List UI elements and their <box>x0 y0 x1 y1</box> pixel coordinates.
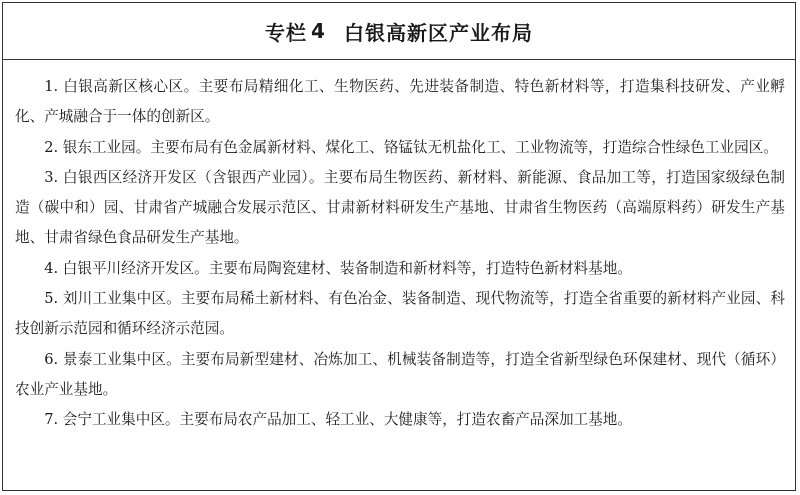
list-item: 7. 会宁工业集中区。主要布局农产品加工、轻工业、大健康等，打造农畜产品深加工基地。 <box>44 411 632 429</box>
list-item: 5. 刘川工业集中区。主要布局稀土新材料、有色冶金、装备制造、现代物流等，打造全省重要的新材料产业园、科技创新示范园和循环经济示范园。 <box>15 290 785 338</box>
info-box <box>2 2 796 491</box>
list-item: 6. 景泰工业集中区。主要布局新型建材、冶炼加工、机械装备制造等，打造全省新型绿色环保建材、现代（循环）农业产业基地。 <box>15 350 785 398</box>
list-item: 1. 白银高新区核心区。主要布局精细化工、生物医药、先进装备制造、特色新材料等，打造集科技研发、产业孵化、产城融合于一体的创新区。 <box>15 78 785 126</box>
list-item: 3. 白银西区经济开发区（含银西产业园）。主要布局生物医药、新材料、新能源、食品加工等，打造国家级绿色制造（碳中和）园、甘肃省产城融合发展示范区、甘肃新材料研发生产基地、甘肃省生物医药（高端原料药）研发生产基地、甘肃省绿色食品研发生产基地。 <box>15 168 785 247</box>
box-content <box>3 60 795 436</box>
title-number: 4 <box>311 19 326 43</box>
list-item: 2. 银东工业园。主要布局有色金属新材料、煤化工、铬锰钛无机盐化工、工业物流等，打造综合性绿色工业园区。 <box>44 138 778 156</box>
list-item: 4. 白银平川经济开发区。主要布局陶瓷建材、装备制造和新材料等，打造特色新材料基地。 <box>44 259 632 277</box>
box-title <box>3 3 795 60</box>
title-prefix: 专栏 <box>265 20 308 45</box>
title-text: 白银高新区产业布局 <box>343 20 533 45</box>
